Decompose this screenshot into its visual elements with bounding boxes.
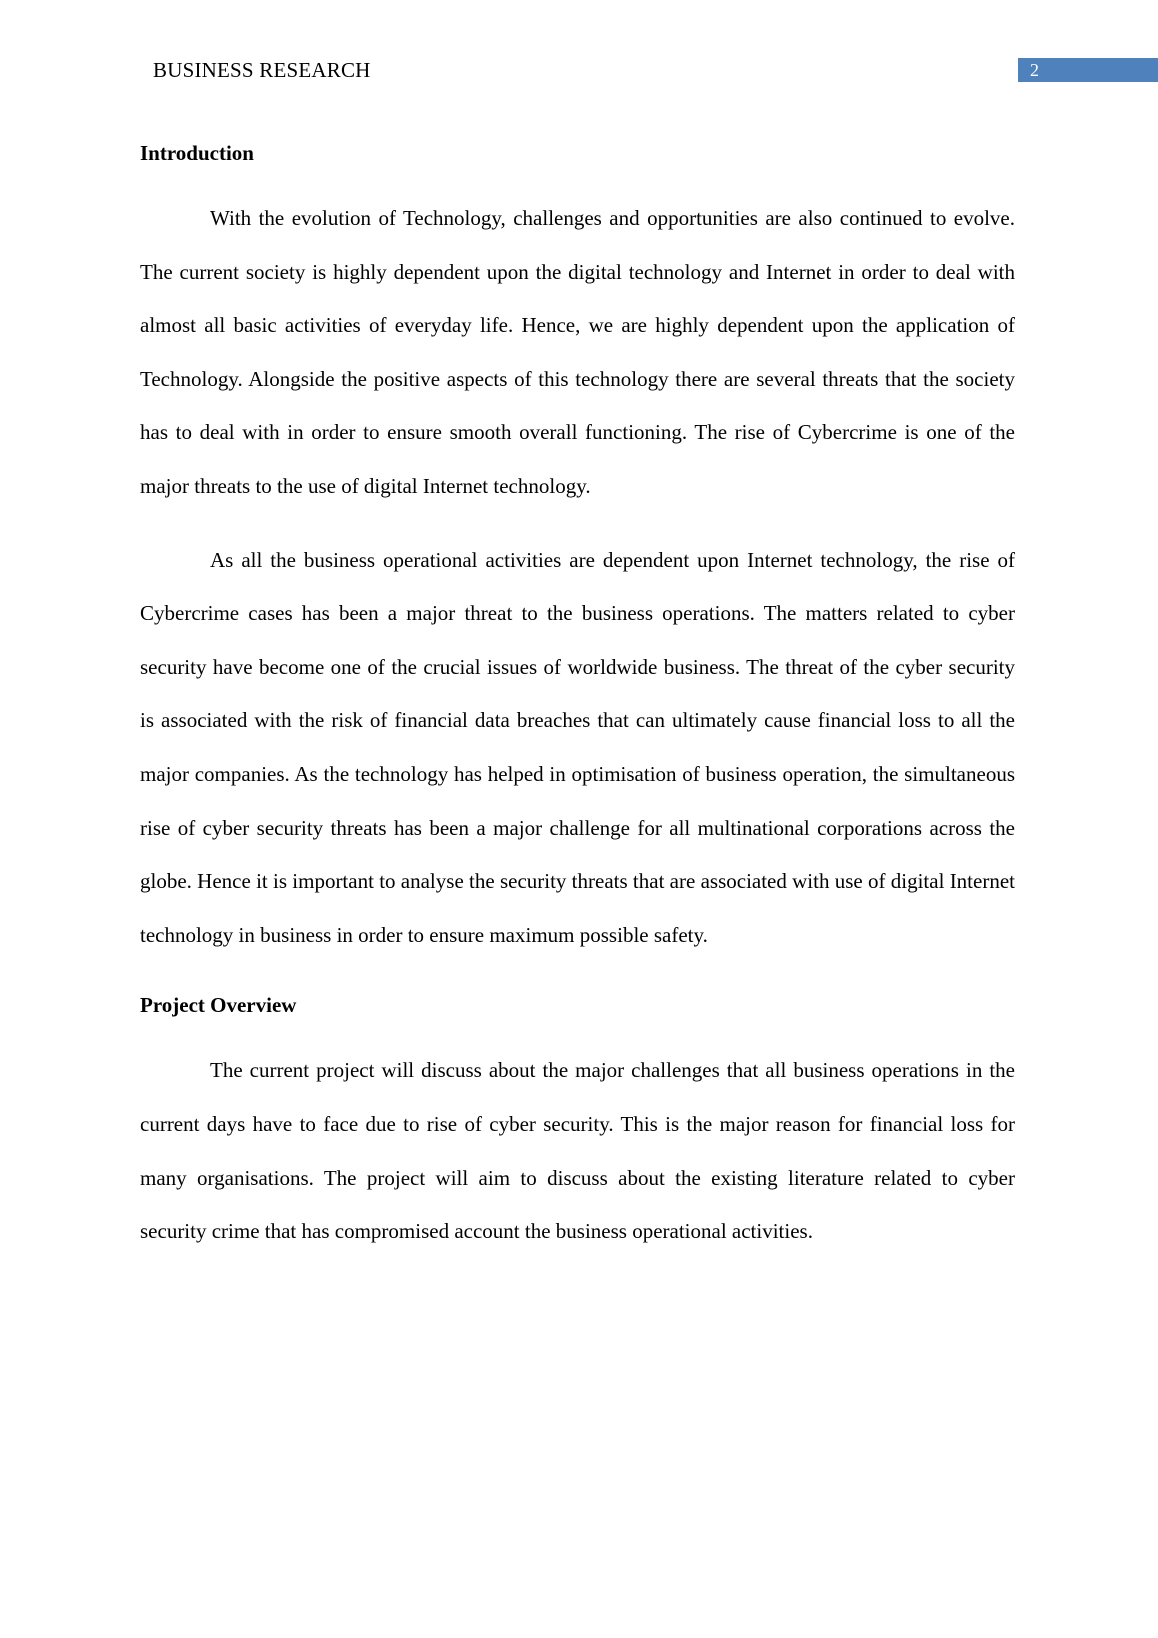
page-number-badge: 2: [1018, 58, 1158, 82]
document-body: [140, 132, 1015, 1259]
running-head: BUSINESS RESEARCH: [153, 58, 371, 82]
paragraph: The current project will discuss about the major challenges that all business operations in the current days have to face due to rise of cyber security. This is the major reason for financial loss for many organisations. The project will aim to discuss about the existing literature related to cyber security crime that has compromised account the business operational activities.: [140, 1058, 1015, 1244]
section-heading-introduction: Introduction: [140, 141, 254, 165]
section-heading-project-overview: Project Overview: [140, 993, 297, 1018]
paragraph: As all the business operational activities are dependent upon Internet technology, the rise of Cybercrime cases has been a major threat to the business operations. The matters related to cyber security have become one of the crucial issues of worldwide business. The threat of the cyber security is associated with the risk of financial data breaches that can ultimately cause financial loss to all the major companies. As the technology has helped in optimisation of business operation, the simultaneous rise of cyber security threats has been a major challenge for all multinational corporations across the globe. Hence it is important to analyse the security threats that are associated with use of digital Internet technology in business in order to ensure maximum possible safety.: [140, 547, 1015, 947]
paragraph: With the evolution of Technology, challenges and opportunities are also continued to evolve. The current society is highly dependent upon the digital technology and Internet in order to deal with almost all basic activities of everyday life. Hence, we are highly dependent upon the application of Technology. Alongside the positive aspects of this technology there are several threats that the society has to deal with in order to ensure smooth overall functioning. The rise of Cybercrime is one of the major threats to the use of digital Internet technology.: [140, 206, 1015, 498]
